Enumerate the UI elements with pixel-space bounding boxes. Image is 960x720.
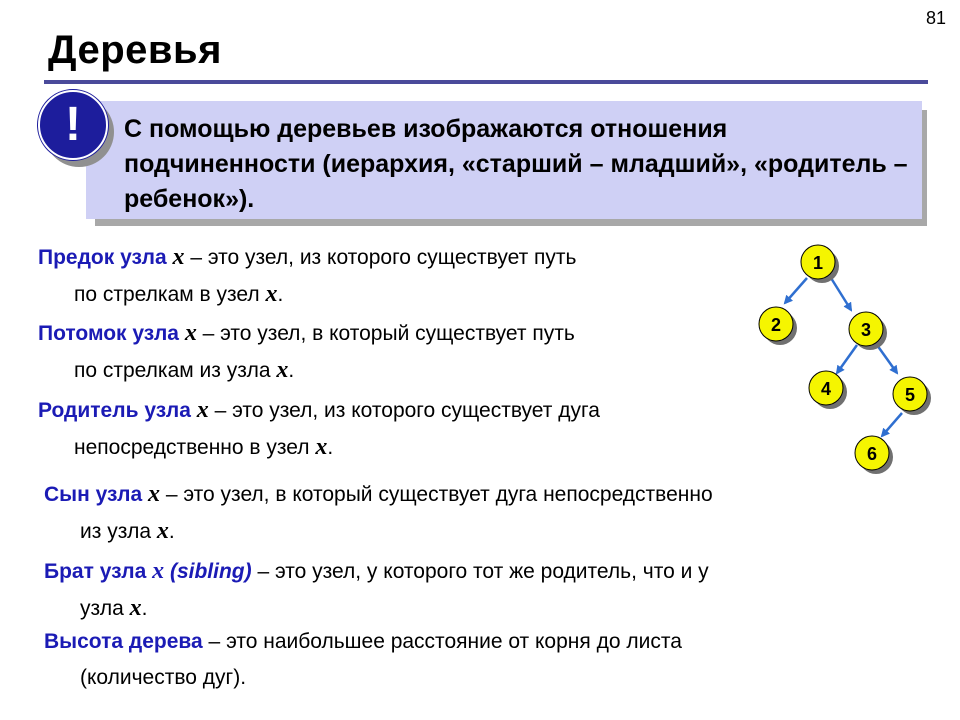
definition-text: – это узел, у которого тот же родитель, что и у xyxy=(251,560,709,583)
edge-1-2 xyxy=(785,278,807,303)
definition-term: Сын узла xyxy=(44,483,149,506)
node-label: 2 xyxy=(770,315,782,335)
definition-text: – это узел, в который существует дуга непосредственно xyxy=(160,483,713,506)
edge-3-4 xyxy=(837,345,857,373)
page-number: 81 xyxy=(925,8,946,28)
definition-descendant xyxy=(38,315,758,389)
tree-node xyxy=(893,377,931,415)
definition-sibling xyxy=(44,553,924,627)
tree-node xyxy=(855,436,893,474)
definition-term: Родитель узла xyxy=(38,399,197,422)
tree-node xyxy=(759,307,797,345)
period: . xyxy=(327,436,334,459)
variable-x: x xyxy=(129,595,142,621)
definition-continuation: узла xyxy=(80,597,130,620)
exclamation-icon: ! xyxy=(38,90,108,160)
definition-ancestor xyxy=(38,239,758,313)
tree-node xyxy=(801,245,839,283)
definition-term: Предок узла xyxy=(38,246,173,269)
title-underline xyxy=(44,80,928,84)
definition-term: Потомок узла xyxy=(38,322,185,345)
edge-3-5 xyxy=(877,345,897,373)
node-label: 1 xyxy=(812,253,824,273)
node-label: 3 xyxy=(860,320,872,340)
variable-x: x xyxy=(196,397,209,423)
tree-node xyxy=(849,312,887,350)
variable-x: x xyxy=(172,244,185,270)
period: . xyxy=(277,283,284,306)
node-label: 4 xyxy=(820,379,832,399)
slide-title: Деревья xyxy=(48,28,222,72)
definition-continuation: по стрелкам в узел xyxy=(74,283,266,306)
definition-continuation: из узла xyxy=(80,520,157,543)
node-label: 6 xyxy=(866,444,878,464)
period: . xyxy=(288,359,295,382)
definition-parent xyxy=(38,392,768,466)
definition-text: – это узел, в который существует путь xyxy=(196,322,575,345)
variable-x: x xyxy=(156,518,169,544)
definition-text: – это узел, из которого существует дуга xyxy=(208,399,600,422)
definition-text: – это наибольшее расстояние от корня до листа xyxy=(202,630,682,653)
definition-term: Высота дерева xyxy=(44,630,203,653)
tree-node xyxy=(809,371,847,409)
variable-x: x xyxy=(152,558,165,584)
definition-continuation: (количество дуг). xyxy=(80,666,247,689)
definition-continuation: по стрелкам из узла xyxy=(74,359,277,382)
variable-x: x xyxy=(315,434,328,460)
definition-continuation: непосредственно в узел xyxy=(74,436,316,459)
node-label: 5 xyxy=(904,385,916,405)
definition-child xyxy=(44,476,924,550)
definition-height xyxy=(44,624,924,696)
note-text: С помощью деревьев изображаются отношения подчиненности (иерархия, «старший – младший», «родитель – ребенок»). xyxy=(124,115,908,213)
tree-nodes xyxy=(759,245,931,474)
variable-x: x xyxy=(184,320,197,346)
definition-term: Брат узла xyxy=(44,560,153,583)
edge-5-6 xyxy=(882,413,902,436)
variable-x: x xyxy=(148,481,161,507)
period: . xyxy=(168,520,175,543)
variable-x: x xyxy=(265,281,278,307)
edge-1-3 xyxy=(831,278,851,310)
definition-term-extra: (sibling) xyxy=(164,560,252,583)
period: . xyxy=(141,597,148,620)
tree-edges xyxy=(785,278,902,436)
definition-text: – это узел, из которого существует путь xyxy=(184,246,577,269)
variable-x: x xyxy=(276,357,289,383)
tree-diagram xyxy=(745,238,955,483)
